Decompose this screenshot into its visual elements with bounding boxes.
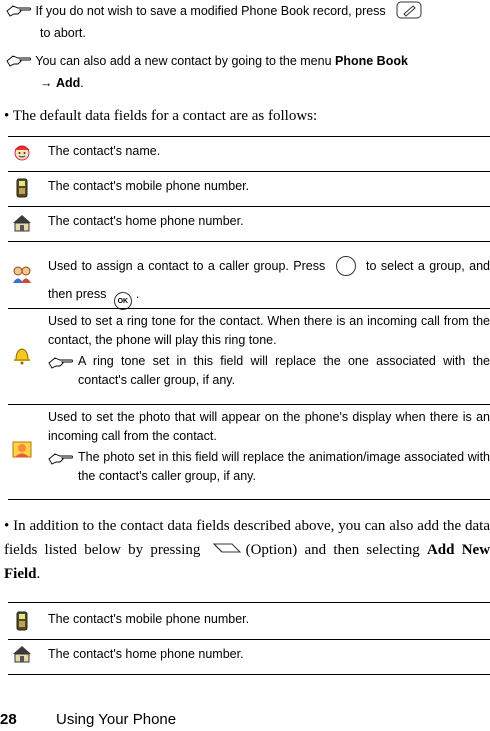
add-new-field-label: Add New Field (4, 542, 490, 582)
addition-period: . (36, 566, 41, 582)
caller-group-text-end: . (135, 287, 140, 301)
table-rule (8, 499, 490, 500)
ring-tone-note-text: A ring tone set in this field will replace the one associated with the contact's caller group, if any. (78, 354, 490, 387)
menu-arrow: → (40, 76, 53, 90)
ring-tone-bell-icon (12, 345, 32, 365)
field-row-home (8, 207, 490, 241)
field-row-mobile (8, 172, 490, 206)
softkey-icon (212, 541, 242, 555)
page-number: 28 (0, 711, 17, 728)
hand-pointer-icon (6, 2, 32, 18)
photo-icon (12, 439, 32, 459)
photo-text: Used to set the photo that will appear on the phone's display when there is an incoming call from the contact. (48, 410, 490, 443)
home-phone-icon (12, 213, 32, 233)
menu-phone-book: Phone Book (335, 54, 408, 68)
photo-note (48, 448, 490, 486)
field-row-ring-tone (8, 309, 490, 404)
chapter-title: Using Your Phone (56, 711, 177, 728)
note-abort-tail: to abort. (40, 26, 86, 40)
hand-pointer-icon (48, 450, 74, 466)
field-row-photo (8, 405, 490, 499)
field-text (48, 408, 490, 486)
note-abort (6, 0, 488, 44)
addition-text-pre: • In addition to the contact data fields described above, you can also add the data fields listed below by pressing (4, 518, 490, 558)
hand-pointer-icon (48, 354, 74, 370)
field-text (48, 252, 490, 310)
field-text: The contact's home phone number. (48, 214, 244, 228)
option-label: Option (250, 542, 293, 558)
page-footer (0, 708, 490, 731)
caller-group-icon (12, 264, 32, 284)
note-abort-text: If you do not wish to save a modified Phone Book record, press (35, 4, 386, 18)
extra-row-home (8, 640, 490, 674)
addition-text-mid: and then selecting (304, 542, 420, 558)
field-row-caller-group (8, 242, 490, 308)
field-text: The contact's mobile phone number. (48, 612, 250, 626)
note-menu (6, 50, 488, 94)
caller-group-text-mid: to select a group, and then press (48, 259, 490, 301)
extra-row-mobile (8, 603, 490, 639)
field-text: The contact's home phone number. (48, 647, 244, 661)
field-text: The contact's name. (48, 144, 161, 158)
ring-tone-note (48, 352, 490, 390)
pen-key-icon (395, 0, 425, 20)
nav-key-icon (336, 256, 356, 276)
contact-name-icon (12, 143, 32, 163)
field-text (48, 312, 490, 390)
field-row-name (8, 137, 490, 171)
photo-note-text: The photo set in this field will replace the animation/image associated with the contact's caller group, if any. (78, 450, 490, 483)
intro-paragraph: • The default data fields for a contact are as follows: (4, 108, 318, 124)
mobile-phone-icon (12, 178, 32, 198)
mobile-phone-icon (12, 611, 32, 631)
menu-add: Add (55, 76, 81, 90)
hand-pointer-icon (6, 52, 32, 68)
home-phone-icon (12, 644, 32, 664)
table-rule (8, 674, 490, 675)
note-menu-text: You can also add a new contact by going to the menu (35, 54, 332, 68)
ring-tone-text: Used to set a ring tone for the contact. When there is an incoming call from the contact, the phone will play this ring tone. (48, 314, 490, 347)
menu-period: . (80, 76, 84, 90)
field-text: The contact's mobile phone number. (48, 179, 250, 193)
ok-key-icon: OK (114, 292, 132, 310)
caller-group-text-pre: Used to assign a contact to a caller group. Press (48, 259, 326, 273)
addition-paragraph: • In addition to the contact data fields described above, you can also add the data fields listed below by pressing (Option) and then selecting Add New Field. (4, 518, 490, 582)
